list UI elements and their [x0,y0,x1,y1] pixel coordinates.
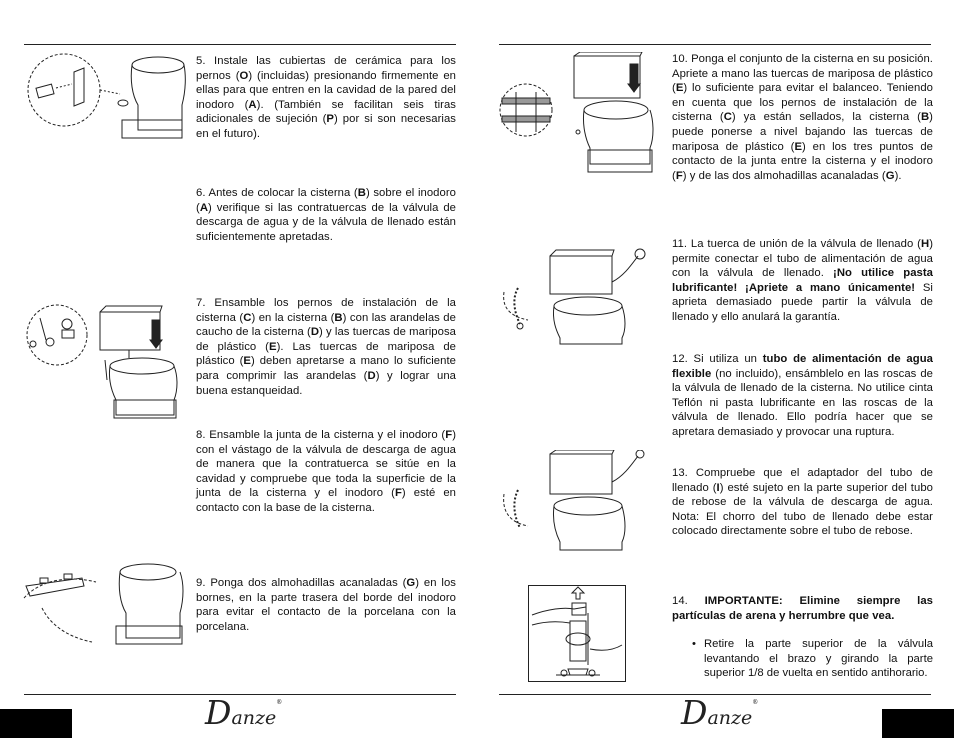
figure-step-14-valve-top [528,585,626,682]
step-14-bullet-text: Retire la parte superior de la válvula levantando el brazo y girando la parte superior 1/8 de vuelta en sentido antihorario. [704,638,933,680]
step-13-text: 13. Compruebe que el adaptador del tubo de llenado (I) esté sujeto en la parte superior del tubo de rebose de la válvula de descarga de agua. Nota: El chorro del tubo de llenado debe estar colocado directamente sobre el tubo de rebose. [672,467,933,538]
figure-step-13-fill-tube [498,450,662,554]
figure-step-11-supply-line [498,246,662,346]
figure-step-7-tank-bolts [22,300,186,430]
page-number-tab-right [882,709,954,738]
step-7-text: 7. Ensamble los pernos de instalación de la cisterna (C) en la cisterna (B) con las arandelas de caucho de la cisterna (D) y las tuercas de mariposa de plástico (E). Las tuercas de mariposa de plástico (E) deben apretarse a mano lo suficiente para comprimir las arandelas (D) y lograr una buena estanqueidad. [196,297,457,397]
step-12-text: 12. Si utiliza un tubo de alimentación de agua flexible (no incluido), ensámblelo en las roscas de la válvula de llenado de la cisterna. No utilice cinta Teflón ni pasta lubrificante en las roscas de la válvula de llenado. Ello podría hacer que se apretara demasiado y provocar una ruptura. [672,353,933,438]
step-9-text: 9. Ponga dos almohadillas acanaladas (G) en los bornes, en la parte trasera del borde del inodoro para evitar el contacto de la porcelana con la porcelana. [196,577,456,633]
step-5-text: 5. Instale las cubiertas de cerámica para los pernos (O) (incluidas) presionando firmemente en ellas para que entren en la cavidad de la pared del inodoro (A). (También se facilitan seis tiras adicionales de sujeción (P) por si son necesarias en el futuro). [196,55,457,140]
page-number-tab-left [0,709,72,738]
top-rule-left [24,44,456,45]
top-rule-right [499,44,931,45]
step-14-text: 14. IMPORTANTE: Elimine siempre las partículas de arena y herrumbre que vea. [672,595,933,622]
figure-step-5-bolt-caps [22,50,186,140]
step-11-text: 11. La tuerca de unión de la válvula de llenado (H) permite conectar el tubo de alimentación de agua con la válvula de llenado. ¡No utilice pasta lubrificante! ¡Apriete a mano únicamente! Si aprieta demasiado puede partir la válvula de llenado y ello anulará la garantía. [672,238,934,323]
step-6-text: 6. Antes de colocar la cisterna (B) sobre el inodoro (A) verifique si las contratuercas de la válvula de descarga de agua y de la válvula de llenado están suficientemente apretadas. [196,187,456,243]
step-14-bullet: • [692,638,696,650]
brand-logo-right: Danze® [681,693,759,732]
step-8-text: 8. Ensamble la junta de la cisterna y el inodoro (F) con el vástago de la válvula de descarga de agua de manera que la contratuerca se sitúe en la cavidad y compruebe que toda la superficie de la junta de la cisterna y el inodoro (F) esté en contacto con la base de la cisterna. [196,429,456,514]
figure-step-10-tank-on-bowl [498,52,662,182]
figure-step-9-pads [22,558,186,648]
brand-logo-left: Danze® [205,693,283,732]
step-10-text: 10. Ponga el conjunto de la cisterna en su posición. Apriete a mano las tuercas de mariposa de plástico (E) lo suficiente para evitar el balanceo. Teniendo en cuenta que los pernos de instalación de la cisterna (C) ya están sellados, la cisterna (B) puede ponerse a nivel bajando las tuercas de mariposa de plástico (E) en los tres puntos de contacto de la junta entre la cisterna y el inodoro (F) y de las dos almohadillas acanaladas (G). [672,53,933,182]
